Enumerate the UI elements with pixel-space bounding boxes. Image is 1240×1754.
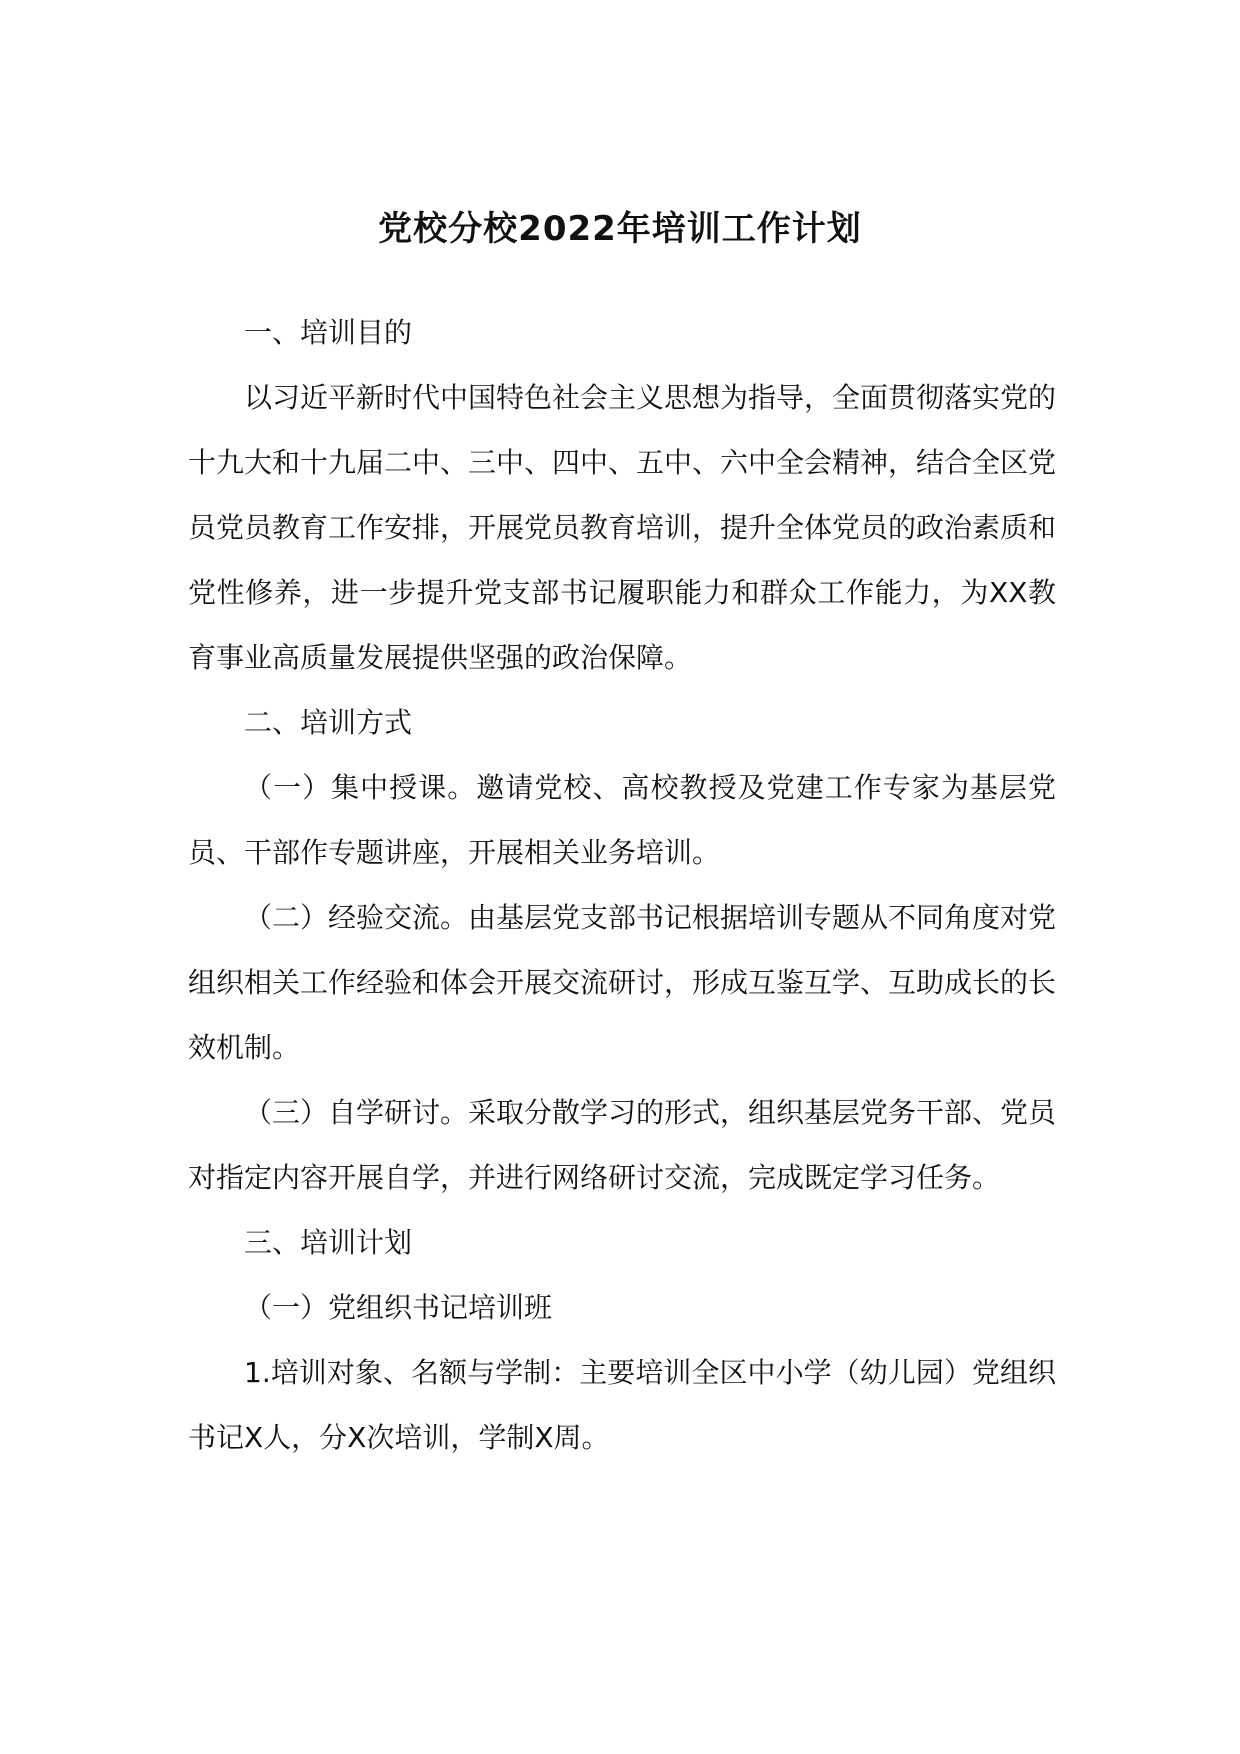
subheading-plan-1: （一）党组织书记培训班 [244, 1291, 553, 1324]
section-heading-purpose: 一、培训目的 [244, 316, 413, 349]
paragraph-method-1: （一）集中授课。邀请党校、高校教授及党建工作专家为基层党员、干部作专题讲座，开展相关业务培训。 [188, 771, 1056, 869]
document-title: 党校分校2022年培训工作计划 [378, 209, 862, 249]
paragraph-method-2: （二）经验交流。由基层党支部书记根据培训专题从不同角度对党组织相关工作经验和体会开展交流研讨，形成互鉴互学、互助成长的长效机制。 [188, 901, 1057, 1064]
paragraph-purpose: 以习近平新时代中国特色社会主义思想为指导，全面贯彻落实党的十九大和十九届二中、三中、四中、五中、六中全会精神，结合全区党员党员教育工作安排，开展党员教育培训，提升全体党员的政治素质和党性修养，进一步提升党支部书记履职能力和群众工作能力，为XX教育事业高质量发展提供坚强的政治保障。 [188, 381, 1057, 674]
document-body [188, 300, 1056, 1470]
paragraph-plan-1: 1.培训对象、名额与学制：主要培训全区中小学（幼儿园）党组织书记X人，分X次培训，学制X周。 [188, 1356, 1056, 1454]
section-heading-method: 二、培训方式 [244, 706, 413, 739]
paragraph-method-3: （三）自学研讨。采取分散学习的形式，组织基层党务干部、党员对指定内容开展自学，并进行网络研讨交流，完成既定学习任务。 [188, 1096, 1057, 1194]
section-heading-plan: 三、培训计划 [244, 1226, 413, 1259]
